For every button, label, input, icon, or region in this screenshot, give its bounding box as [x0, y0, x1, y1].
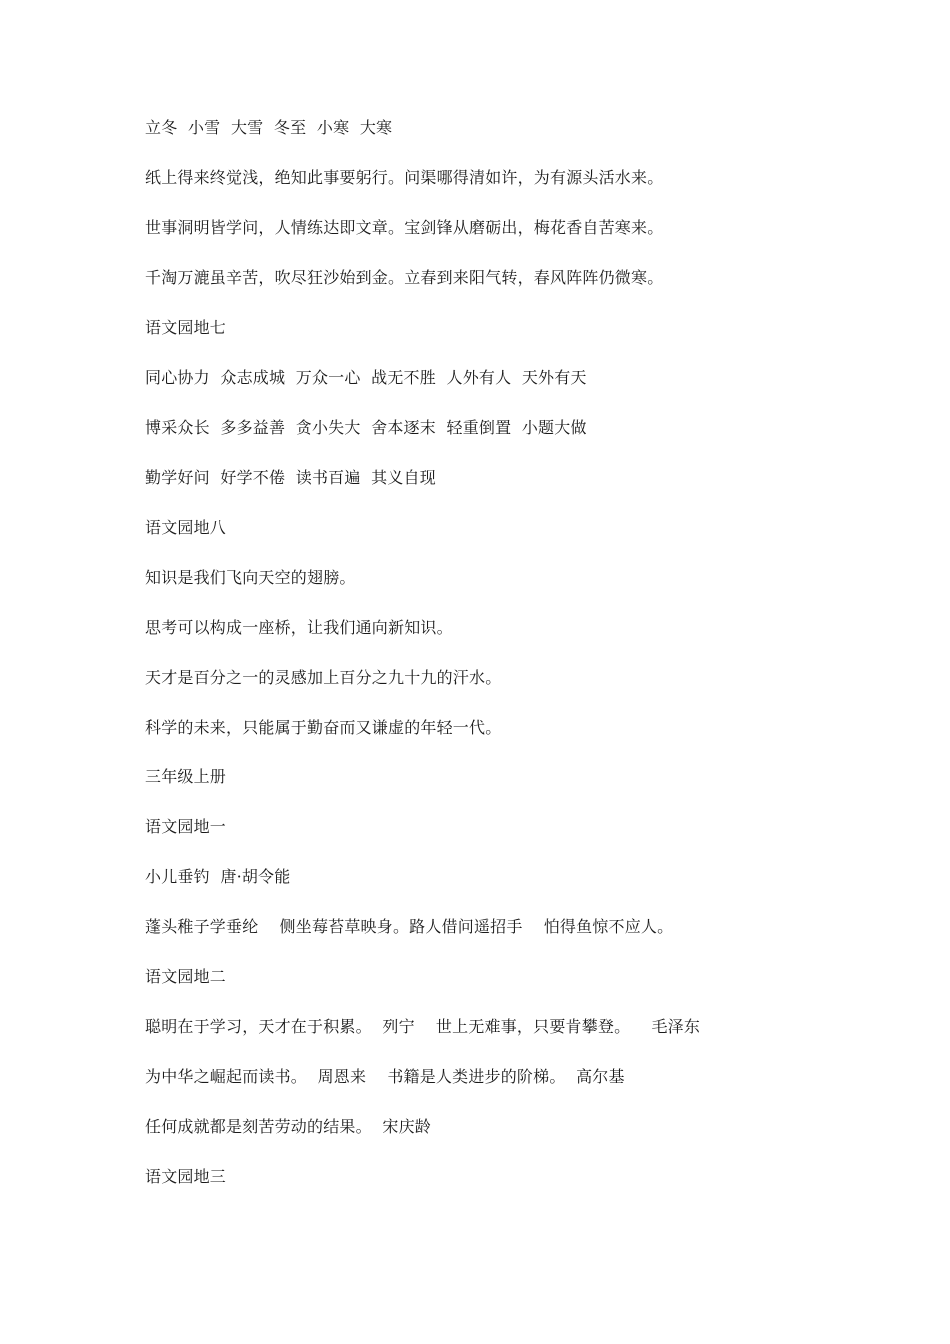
section-heading-garden-2: 语文园地二	[145, 967, 227, 986]
text-line-solar-terms: 立冬 小雪 大雪 冬至 小寒 大寒	[145, 118, 393, 137]
text-line-famous-quotes-1: 聪明在于学习，天才在于积累。 列宁 世上无难事，只要肯攀登。 毛泽东	[145, 1017, 701, 1036]
text-line-idioms-1: 同心协力 众志成城 万众一心 战无不胜 人外有人 天外有天	[145, 368, 587, 387]
text-line-poem-body: 蓬头稚子学垂纶 侧坐莓苔草映身。路人借问遥招手 怕得鱼惊不应人。	[145, 917, 674, 936]
text-line-quote-4: 科学的未来，只能属于勤奋而又谦虚的年轻一代。	[145, 718, 502, 737]
text-line-famous-quotes-3: 任何成就都是刻苦劳动的结果。 宋庆龄	[145, 1117, 431, 1136]
text-line-idioms-2: 博采众长 多多益善 贪小失大 舍本逐末 轻重倒置 小题大做	[145, 418, 587, 437]
text-line-idioms-3: 勤学好问 好学不倦 读书百遍 其义自现	[145, 468, 436, 487]
text-line-poem-3: 千淘万漉虽辛苦，吹尽狂沙始到金。立春到来阳气转，春风阵阵仍微寒。	[145, 268, 664, 287]
text-line-famous-quotes-2: 为中华之崛起而读书。 周恩来 书籍是人类进步的阶梯。 高尔基	[145, 1067, 625, 1086]
text-line-quote-3: 天才是百分之一的灵感加上百分之九十九的汗水。	[145, 668, 502, 687]
section-heading-garden-7: 语文园地七	[145, 318, 227, 337]
text-line-poem-2: 世事洞明皆学问，人情练达即文章。宝剑锋从磨砺出，梅花香自苦寒来。	[145, 218, 664, 237]
section-heading-garden-1: 语文园地一	[145, 817, 227, 836]
section-heading-grade-3-vol-1: 三年级上册	[145, 767, 227, 786]
section-heading-garden-8: 语文园地八	[145, 518, 227, 537]
text-line-quote-2: 思考可以构成一座桥，让我们通向新知识。	[145, 618, 453, 637]
text-line-quote-1: 知识是我们飞向天空的翅膀。	[145, 568, 356, 587]
text-line-poem-title: 小儿垂钓 唐·胡令能	[145, 867, 291, 886]
text-line-poem-1: 纸上得来终觉浅，绝知此事要躬行。问渠哪得清如许，为有源头活水来。	[145, 168, 664, 187]
section-heading-garden-3: 语文园地三	[145, 1167, 227, 1186]
